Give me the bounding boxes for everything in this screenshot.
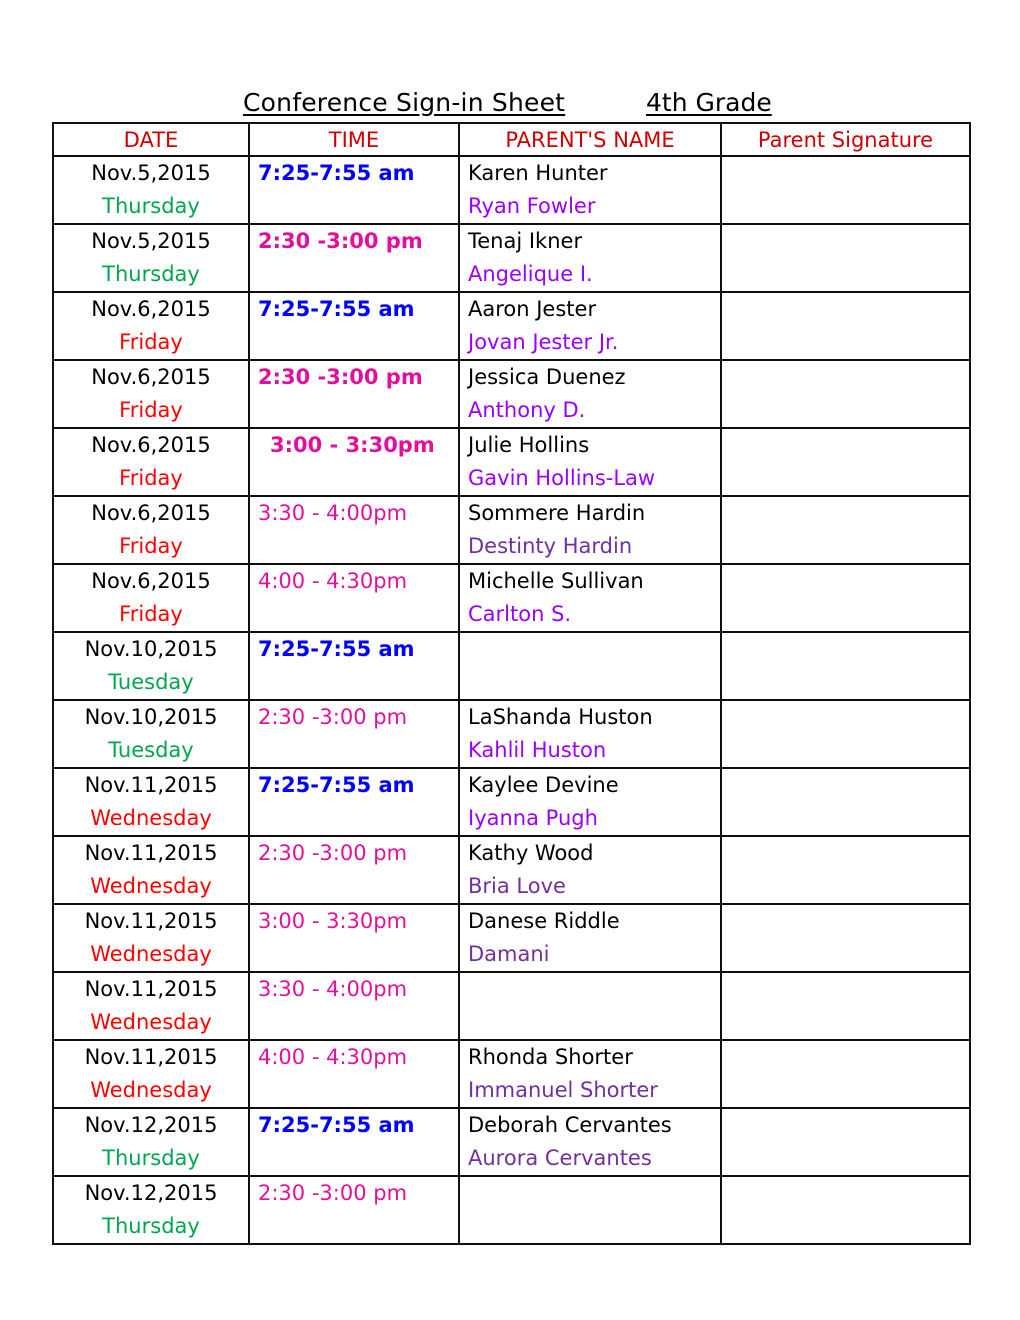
time-cell [249, 496, 459, 564]
student-name: Jovan Jester Jr. [468, 330, 619, 354]
student-name: Kahlil Huston [468, 738, 607, 762]
time-slot: 4:00 - 4:30pm [258, 1045, 408, 1069]
signature-cell[interactable] [721, 360, 970, 428]
date: Nov.10,2015 [84, 705, 218, 729]
date: Nov.12,2015 [84, 1181, 218, 1205]
time-slot: 7:25-7:55 am [258, 1113, 415, 1137]
name-cell[interactable] [459, 496, 721, 564]
signature-cell[interactable] [721, 1108, 970, 1176]
weekday: Wednesday [90, 1010, 212, 1034]
signature-cell[interactable] [721, 564, 970, 632]
student-name: Carlton S. [468, 602, 572, 626]
student-name: Damani [468, 942, 550, 966]
table-row [53, 1040, 970, 1108]
time-slot: 2:30 -3:00 pm [258, 229, 423, 253]
date-cell [53, 1040, 249, 1108]
table-row [53, 1108, 970, 1176]
table-row [53, 632, 970, 700]
student-name: Ryan Fowler [468, 194, 596, 218]
table-row [53, 496, 970, 564]
weekday: Thursday [102, 194, 200, 218]
time-cell [249, 972, 459, 1040]
parent-name: Tenaj Ikner [468, 229, 583, 253]
signature-cell[interactable] [721, 428, 970, 496]
header-date: DATE [53, 123, 249, 156]
date-cell [53, 564, 249, 632]
time-slot: 7:25-7:55 am [258, 297, 415, 321]
student-name: Immanuel Shorter [468, 1078, 658, 1102]
date: Nov.11,2015 [84, 909, 218, 933]
weekday: Thursday [102, 1146, 200, 1170]
signature-cell[interactable] [721, 836, 970, 904]
time-cell [249, 632, 459, 700]
date-cell [53, 768, 249, 836]
date: Nov.10,2015 [84, 637, 218, 661]
date-cell [53, 1176, 249, 1244]
parent-name: Julie Hollins [468, 433, 590, 457]
header-parent-name: PARENT'S NAME [459, 123, 721, 156]
name-cell[interactable] [459, 904, 721, 972]
time-slot: 3:30 - 4:00pm [258, 501, 408, 525]
time-slot: 2:30 -3:00 pm [258, 365, 423, 389]
student-name: Aurora Cervantes [468, 1146, 652, 1170]
signature-cell[interactable] [721, 292, 970, 360]
name-cell[interactable] [459, 700, 721, 768]
weekday: Wednesday [90, 942, 212, 966]
time-cell [249, 1108, 459, 1176]
date: Nov.6,2015 [91, 433, 211, 457]
parent-name: Deborah Cervantes [468, 1113, 672, 1137]
parent-name: Jessica Duenez [468, 365, 626, 389]
time-slot: 7:25-7:55 am [258, 637, 415, 661]
parent-name: LaShanda Huston [468, 705, 653, 729]
weekday: Friday [119, 330, 183, 354]
student-name: Angelique I. [468, 262, 593, 286]
time-slot: 2:30 -3:00 pm [258, 841, 408, 865]
date: Nov.11,2015 [84, 841, 218, 865]
sign-in-table [52, 122, 971, 1245]
table-row [53, 1176, 970, 1244]
date-cell [53, 428, 249, 496]
table-row [53, 904, 970, 972]
signature-cell[interactable] [721, 632, 970, 700]
date-cell [53, 1108, 249, 1176]
date-cell [53, 972, 249, 1040]
table-row [53, 564, 970, 632]
weekday: Tuesday [108, 738, 194, 762]
parent-name: Karen Hunter [468, 161, 608, 185]
date: Nov.12,2015 [84, 1113, 218, 1137]
time-slot: 2:30 -3:00 pm [258, 1181, 408, 1205]
table-row [53, 768, 970, 836]
parent-name: Kathy Wood [468, 841, 594, 865]
name-cell[interactable] [459, 1108, 721, 1176]
date: Nov.11,2015 [84, 977, 218, 1001]
parent-name: Danese Riddle [468, 909, 620, 933]
name-cell[interactable] [459, 428, 721, 496]
student-name: Bria Love [468, 874, 566, 898]
name-cell[interactable] [459, 836, 721, 904]
date: Nov.6,2015 [91, 501, 211, 525]
weekday: Wednesday [90, 874, 212, 898]
date-cell [53, 904, 249, 972]
name-cell[interactable] [459, 1040, 721, 1108]
date: Nov.5,2015 [91, 229, 211, 253]
name-cell[interactable] [459, 632, 721, 700]
name-cell[interactable] [459, 768, 721, 836]
date: Nov.11,2015 [84, 1045, 218, 1069]
date: Nov.6,2015 [91, 365, 211, 389]
time-slot: 3:00 - 3:30pm [270, 433, 435, 457]
time-cell [249, 836, 459, 904]
time-cell [249, 292, 459, 360]
parent-name: Michelle Sullivan [468, 569, 644, 593]
date-cell [53, 496, 249, 564]
name-cell[interactable] [459, 360, 721, 428]
header-time: TIME [249, 123, 459, 156]
date: Nov.6,2015 [91, 569, 211, 593]
grade-label: 4th Grade [646, 88, 772, 117]
time-slot: 3:00 - 3:30pm [258, 909, 408, 933]
time-slot: 7:25-7:55 am [258, 161, 415, 185]
time-slot: 2:30 -3:00 pm [258, 705, 408, 729]
name-cell[interactable] [459, 224, 721, 292]
document-title: Conference Sign-in Sheet [243, 88, 566, 117]
name-cell[interactable] [459, 156, 721, 224]
table-row [53, 360, 970, 428]
name-cell[interactable] [459, 292, 721, 360]
signature-cell[interactable] [721, 156, 970, 224]
weekday: Friday [119, 534, 183, 558]
header-parent-signature: Parent Signature [721, 123, 970, 156]
time-cell [249, 156, 459, 224]
name-cell[interactable] [459, 564, 721, 632]
weekday: Tuesday [108, 670, 194, 694]
table-row [53, 972, 970, 1040]
time-cell [249, 428, 459, 496]
date: Nov.6,2015 [91, 297, 211, 321]
date-cell [53, 156, 249, 224]
weekday: Wednesday [90, 1078, 212, 1102]
time-cell [249, 360, 459, 428]
weekday: Thursday [102, 262, 200, 286]
time-cell [249, 564, 459, 632]
date: Nov.11,2015 [84, 773, 218, 797]
date-cell [53, 836, 249, 904]
time-slot: 3:30 - 4:00pm [258, 977, 408, 1001]
student-name: Iyanna Pugh [468, 806, 598, 830]
table-row [53, 700, 970, 768]
weekday: Friday [119, 466, 183, 490]
signature-cell[interactable] [721, 904, 970, 972]
parent-name: Rhonda Shorter [468, 1045, 633, 1069]
signature-cell[interactable] [721, 496, 970, 564]
name-cell[interactable] [459, 972, 721, 1040]
signature-cell[interactable] [721, 768, 970, 836]
weekday: Friday [119, 398, 183, 422]
table-row [53, 224, 970, 292]
weekday: Friday [119, 602, 183, 626]
date-cell [53, 632, 249, 700]
date: Nov.5,2015 [91, 161, 211, 185]
header-row [53, 123, 970, 156]
weekday: Wednesday [90, 806, 212, 830]
table-row [53, 428, 970, 496]
time-slot: 4:00 - 4:30pm [258, 569, 408, 593]
date-cell [53, 224, 249, 292]
time-cell [249, 1040, 459, 1108]
signature-cell[interactable] [721, 224, 970, 292]
date-cell [53, 292, 249, 360]
table-row [53, 836, 970, 904]
time-cell [249, 768, 459, 836]
time-cell [249, 1176, 459, 1244]
signature-cell[interactable] [721, 1040, 970, 1108]
table-row [53, 292, 970, 360]
student-name: Destinty Hardin [468, 534, 633, 558]
signature-cell[interactable] [721, 972, 970, 1040]
student-name: Anthony D. [468, 398, 586, 422]
time-cell [249, 904, 459, 972]
name-cell[interactable] [459, 1176, 721, 1244]
signature-cell[interactable] [721, 700, 970, 768]
time-slot: 7:25-7:55 am [258, 773, 415, 797]
table-row [53, 156, 970, 224]
date-cell [53, 700, 249, 768]
parent-name: Aaron Jester [468, 297, 597, 321]
student-name: Gavin Hollins-Law [468, 466, 656, 490]
signature-cell[interactable] [721, 1176, 970, 1244]
time-cell [249, 700, 459, 768]
parent-name: Kaylee Devine [468, 773, 619, 797]
weekday: Thursday [102, 1214, 200, 1238]
parent-name: Sommere Hardin [468, 501, 646, 525]
document-header [0, 88, 1020, 122]
time-cell [249, 224, 459, 292]
date-cell [53, 360, 249, 428]
